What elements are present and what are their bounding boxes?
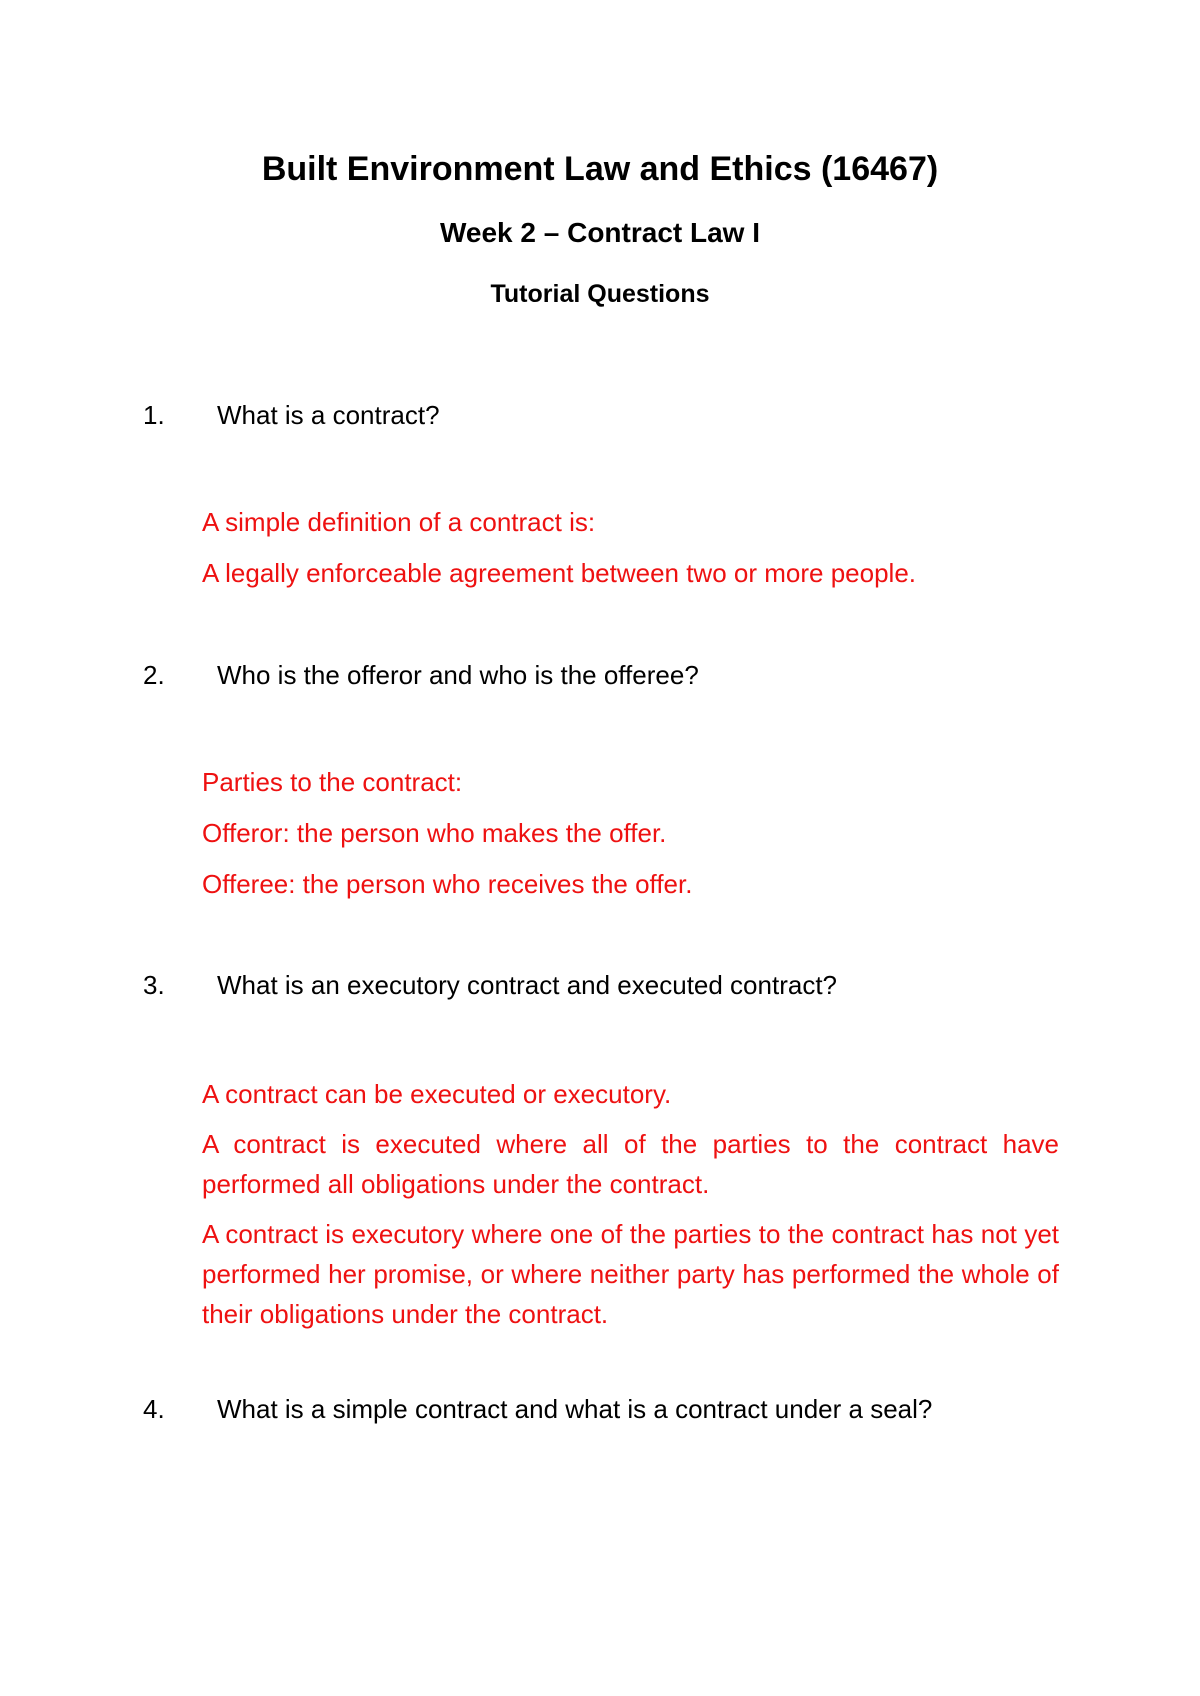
question-text: What is an executory contract and executed contract? [217,970,838,1000]
question-text: Who is the offeror and who is the offeree? [217,660,699,690]
answer-line: Offeror: the person who makes the offer. [202,818,667,848]
answer-line: A legally enforceable agreement between two or more people. [202,558,916,588]
answer-paragraph: A contract is executed where all of the parties to the contract have performed all obligations under the contract. [202,1129,1059,1199]
document-kicker: Tutorial Questions [490,280,710,308]
document-title: Built Environment Law and Ethics (16467) [261,150,939,188]
question-number: 1. [143,400,165,430]
question-number: 4. [143,1394,165,1424]
question-text: What is a simple contract and what is a contract under a seal? [217,1394,933,1424]
question-number: 3. [143,970,165,1000]
question-text: What is a contract? [217,400,440,430]
document-subtitle: Week 2 – Contract Law I [439,217,761,248]
answer-line: A simple definition of a contract is: [202,507,596,537]
question-number: 2. [143,660,165,690]
answer-paragraph: A contract is executory where one of the parties to the contract has not yet performed her promise, or where neither party has performed the whole of their obligations under the contract. [202,1219,1059,1329]
answer-line: A contract can be executed or executory. [202,1079,672,1109]
answer-line: Offeree: the person who receives the offer. [202,869,693,899]
answer-line: Parties to the contract: [202,767,463,797]
